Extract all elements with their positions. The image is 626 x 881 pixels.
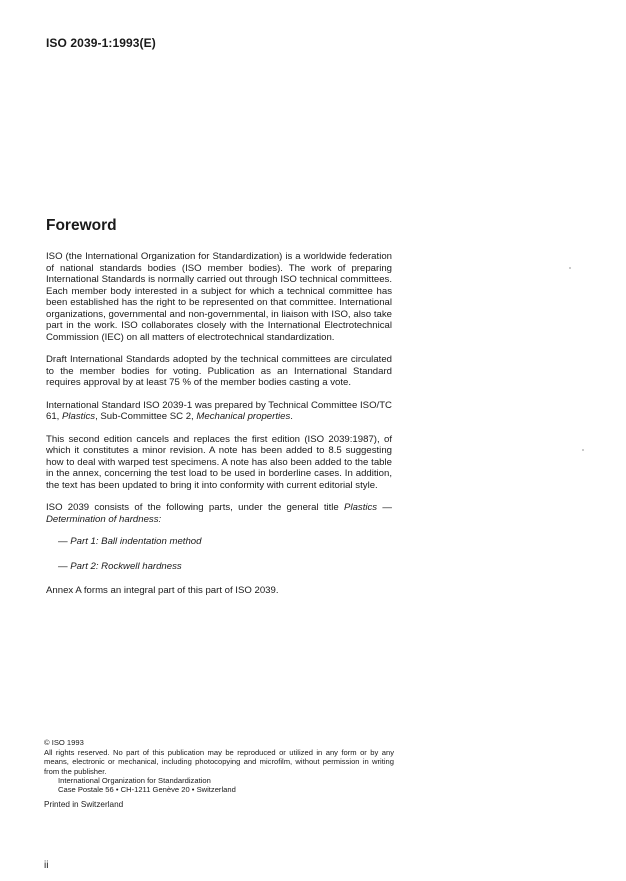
scan-speck [569,267,571,269]
organization-address: Case Postale 56 • CH-1211 Genève 20 • Switzerland [58,785,236,795]
paragraph-draft-standards: Draft International Standards adopted by the technical committees are circulated to the member bodies for voting. Publication as an International Standard requires approval by at least 75 % of the member bodies casting a vote. [46,354,392,388]
mechanical-properties-term: Mechanical properties [196,411,291,422]
parts-intro-text: ISO 2039 consists of the following parts, under the general title [46,502,345,513]
period: . [290,411,293,422]
copyright-block [44,738,394,809]
copyright-line: © ISO 1993 [44,738,84,747]
organization-name: International Organization for Standardization [58,775,211,785]
annex-statement: Annex A forms an integral part of this part of ISO 2039. [46,585,279,596]
paragraph-parts [46,502,392,525]
plastics-term: Plastics [62,411,96,422]
printed-in: Printed in Switzerland [44,800,124,810]
list-item-part-2: — Part 2: Rockwell hardness [58,560,182,572]
foreword-heading: Foreword [46,217,117,234]
list-item-part-1: — Part 1: Ball indentation method [58,536,202,547]
scan-speck [582,449,584,451]
general-title: Plastics — Determination of hardness: [46,502,392,525]
page-number: ii [44,860,49,871]
document-id: ISO 2039-1:1993(E) [46,36,156,50]
paragraph-iso-intro: ISO (the International Organization for Standardization) is a worldwide federation of national standards bodies (ISO member bodies). The work of preparing International Standards is normally carried out through ISO technical committees. Each member body interested in a subject for which a technical committee has been established has the right to be represented on that committee. International organizations, governmental and non-governmental, in liaison with ISO, also take part in the work. ISO collaborates closely with the International Electrotechnical Commission (IEC) on all matters of electrotechnical standardization. [46,251,392,343]
prepared-by-text: International Standard ISO 2039-1 was prepared by Technical Committee ISO/TC 61, [46,399,392,422]
paragraph-edition: This second edition cancels and replaces the first edition (ISO 2039:1987), of which it constitutes a minor revision. A note has been added to 8.5 suggesting how to deal with warped test specimens. A note has also been added to the table in the annex, concerning the test load to be used in borderline cases. In addition, the text has been updated to bring it into conformity with current editorial style. [46,433,392,491]
foreword-body [46,251,392,597]
rights-statement: All rights reserved. No part of this publication may be reproduced or utilized in any form or by any means, electronic or mechanical, including photocopying and microfilm, without permission in writing from the publisher. [44,748,394,776]
paragraph-prepared-by [46,400,392,423]
subcommittee-text: , Sub-Committee SC 2, [95,411,197,422]
